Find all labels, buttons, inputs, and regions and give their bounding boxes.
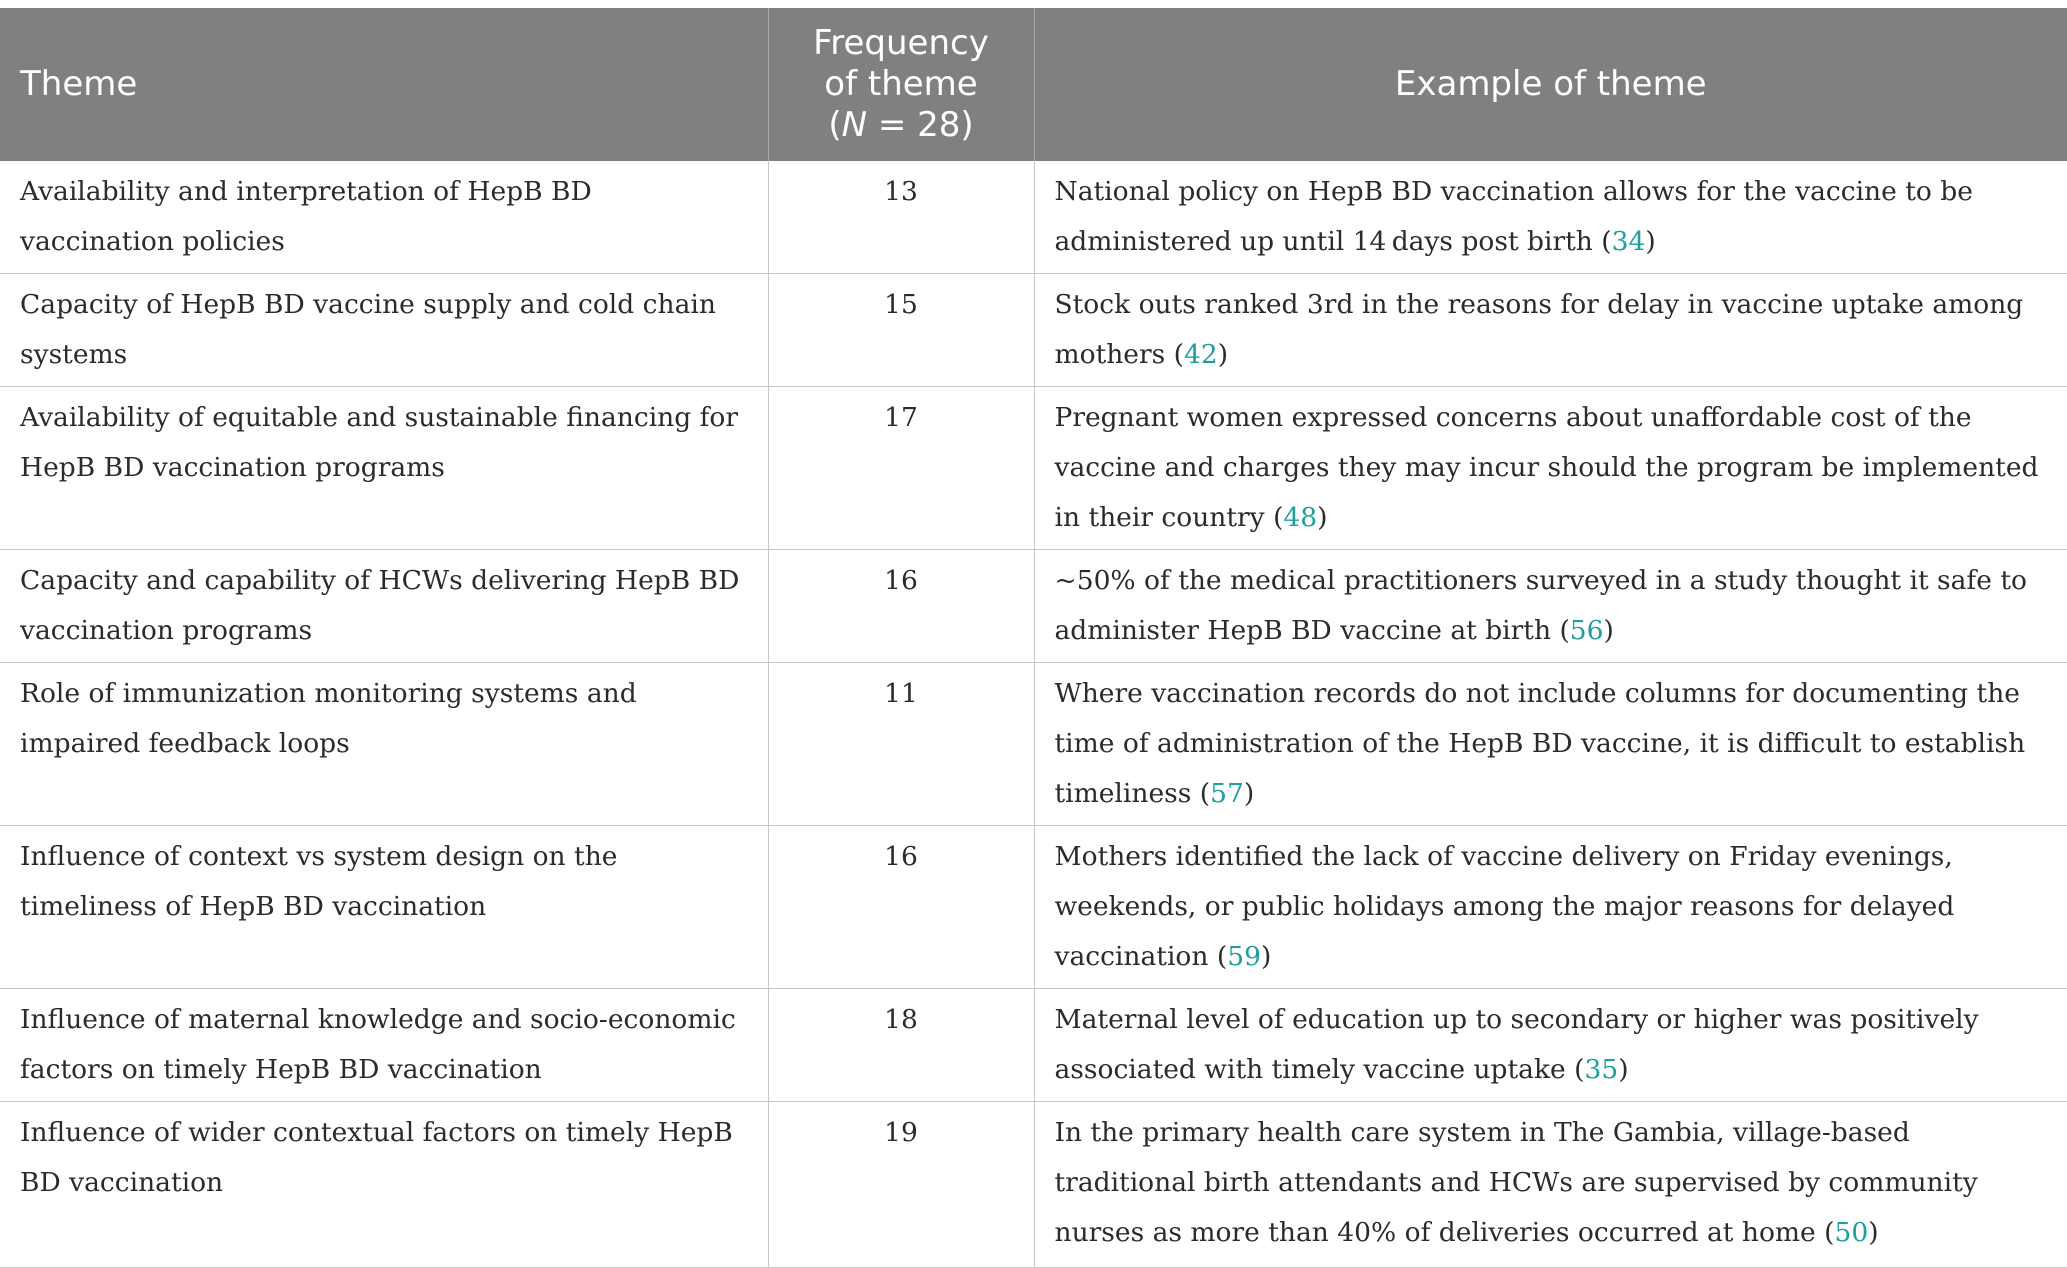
table-header	[0, 8, 2067, 161]
table-row	[0, 550, 2067, 663]
example-cell	[1034, 161, 2067, 274]
reference-link[interactable]: 50	[1834, 1217, 1869, 1248]
frequency-cell: 17	[768, 387, 1034, 550]
example-text: Pregnant women expressed concerns about unaffordable cost of the vaccine and charges they may incur should the program be implemented in their country (	[1054, 402, 2039, 533]
example-close: )	[1317, 502, 1328, 533]
reference-link[interactable]: 59	[1227, 941, 1261, 972]
example-cell	[1034, 826, 2067, 989]
frequency-cell: 13	[768, 161, 1034, 274]
table-row	[0, 1102, 2067, 1268]
header-frequency-paren: (	[828, 105, 842, 145]
example-text: Maternal level of education up to secondary or higher was positively associated with timely vaccine uptake (	[1054, 1004, 1979, 1085]
header-frequency-line2: of theme	[824, 64, 978, 104]
example-cell	[1034, 663, 2067, 826]
frequency-cell: 19	[768, 1102, 1034, 1268]
reference-link[interactable]: 48	[1283, 502, 1318, 533]
example-text: ~50% of the medical practitioners surveyed in a study thought it safe to administer HepB BD vaccine at birth (	[1054, 565, 2027, 646]
reference-link[interactable]: 42	[1184, 339, 1218, 370]
themes-table	[0, 8, 2067, 1268]
example-close: )	[1217, 339, 1229, 370]
example-text: National policy on HepB BD vaccination allows for the vaccine to be administered up until 14 days post birth (	[1054, 176, 1973, 257]
example-close: )	[1260, 941, 1272, 972]
header-row	[0, 8, 2067, 161]
example-cell	[1034, 550, 2067, 663]
example-text: In the primary health care system in The Gambia, village-based traditional birth attendants and HCWs are supervised by community nurses as more than 40% of deliveries occurred at home (	[1054, 1117, 1978, 1248]
example-cell	[1034, 274, 2067, 387]
table-row	[0, 826, 2067, 989]
reference-link[interactable]: 57	[1210, 778, 1244, 809]
theme-cell: Influence of maternal knowledge and socio-economic factors on timely HepB BD vaccination	[0, 989, 768, 1102]
frequency-cell: 18	[768, 989, 1034, 1102]
theme-cell: Availability of equitable and sustainable financing for HepB BD vaccination programs	[0, 387, 768, 550]
example-close: )	[1243, 778, 1255, 809]
theme-cell: Influence of wider contextual factors on timely HepB BD vaccination	[0, 1102, 768, 1268]
theme-cell: Role of immunization monitoring systems and impaired feedback loops	[0, 663, 768, 826]
example-cell	[1034, 387, 2067, 550]
table-row	[0, 989, 2067, 1102]
example-close: )	[1603, 615, 1614, 646]
reference-link[interactable]: 35	[1584, 1054, 1619, 1085]
theme-cell: Availability and interpretation of HepB BD vaccination policies	[0, 161, 768, 274]
table-body	[0, 161, 2067, 1268]
table-row	[0, 387, 2067, 550]
reference-link[interactable]: 34	[1611, 226, 1646, 257]
header-frequency-n: N	[841, 105, 868, 145]
example-close: )	[1618, 1054, 1629, 1085]
themes-table-container	[0, 8, 2067, 1268]
example-text: Where vaccination records do not include columns for documenting the time of administration of the HepB BD vaccine, it is difficult to establish timeliness (	[1054, 678, 2026, 809]
frequency-cell: 11	[768, 663, 1034, 826]
header-example: Example of theme	[1034, 8, 2067, 161]
example-cell	[1034, 989, 2067, 1102]
table-row	[0, 161, 2067, 274]
theme-cell: Influence of context vs system design on the timeliness of HepB BD vaccination	[0, 826, 768, 989]
header-frequency-count: = 28)	[867, 105, 974, 145]
theme-cell: Capacity of HepB BD vaccine supply and cold chain systems	[0, 274, 768, 387]
header-theme: Theme	[0, 8, 768, 161]
header-frequency-line1: Frequency	[813, 23, 989, 63]
frequency-cell: 15	[768, 274, 1034, 387]
frequency-cell: 16	[768, 550, 1034, 663]
theme-cell: Capacity and capability of HCWs delivering HepB BD vaccination programs	[0, 550, 768, 663]
table-row	[0, 274, 2067, 387]
example-close: )	[1868, 1217, 1879, 1248]
reference-link[interactable]: 56	[1569, 615, 1604, 646]
table-row	[0, 663, 2067, 826]
example-text: Mothers identified the lack of vaccine delivery on Friday evenings, weekends, or public holidays among the major reasons for delayed vaccination (	[1054, 841, 1955, 972]
example-cell	[1034, 1102, 2067, 1268]
example-text: Stock outs ranked 3rd in the reasons for delay in vaccine uptake among mothers (	[1054, 289, 2024, 370]
frequency-cell: 16	[768, 826, 1034, 989]
example-close: )	[1645, 226, 1656, 257]
header-frequency	[768, 8, 1034, 161]
